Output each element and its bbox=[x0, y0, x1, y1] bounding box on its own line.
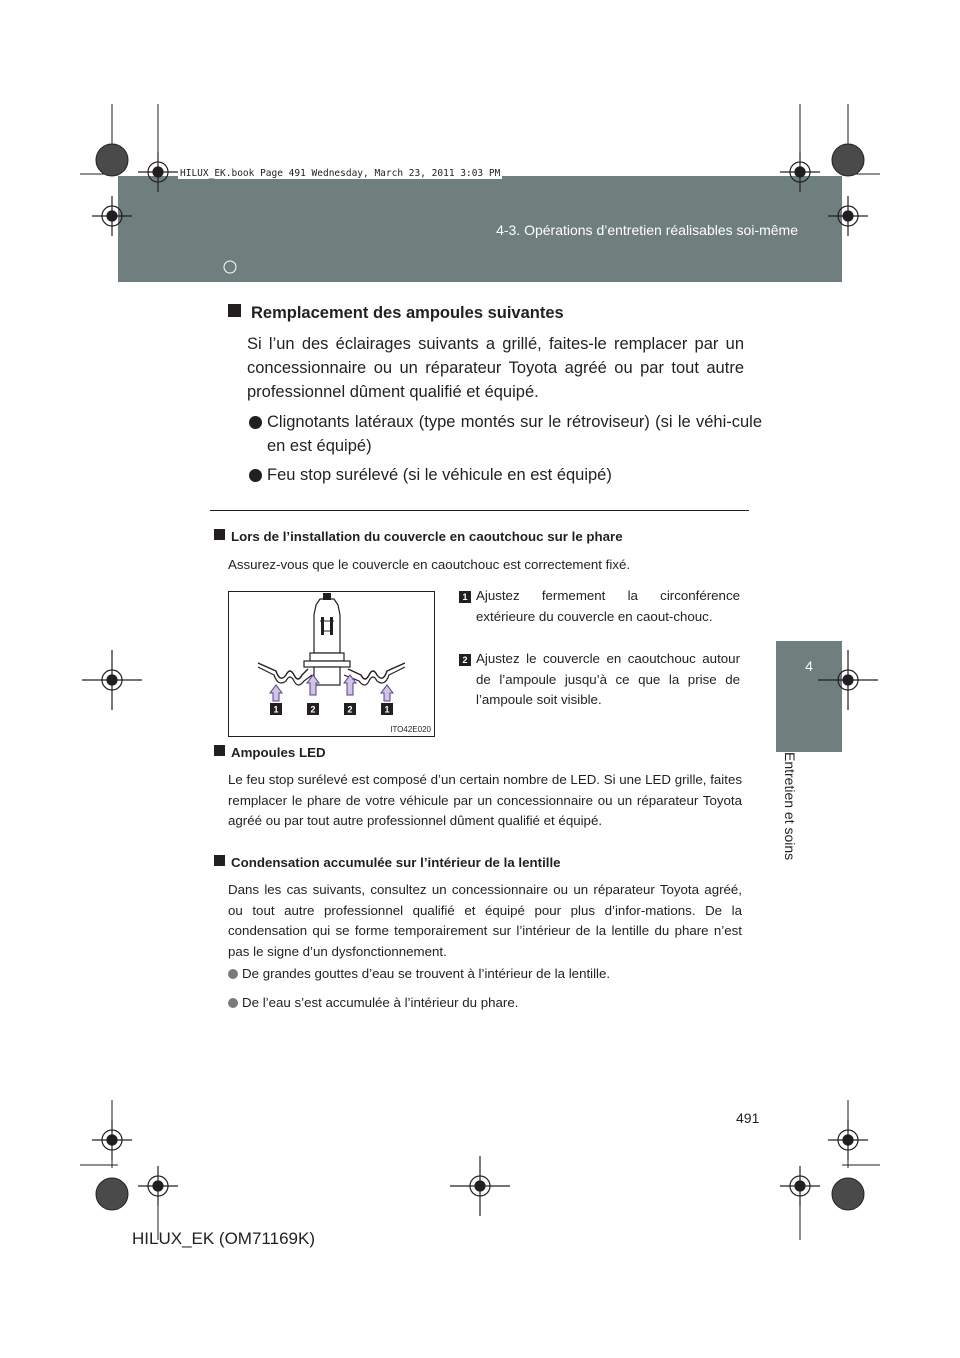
figure-label: 2 bbox=[347, 704, 353, 715]
note-heading-text: Lors de l’installation du couvercle en caoutchouc sur le phare bbox=[231, 529, 623, 544]
figure-label: 2 bbox=[310, 704, 316, 715]
footer-model-code: HILUX_EK (OM71169K) bbox=[132, 1229, 315, 1248]
step-number-badge: 2 bbox=[459, 654, 471, 666]
step-text: Ajustez le couvercle en caoutchouc autour de l’ampoule jusqu’à ce que la prise de l’ampoule soit visible. bbox=[476, 651, 740, 707]
note-bullet-text: De grandes gouttes d’eau se trouvent à l’intérieur de la lentille. bbox=[242, 966, 611, 981]
note-body: Le feu stop surélevé est composé d’un certain nombre de LED. Si une LED grille, faites remplacer le phare de votre véhicule par un concessionnaire ou un réparateur Toyota agréé ou par tout autre professionnel dûment qualifié et équipé. bbox=[228, 772, 742, 828]
step-text: Ajustez fermement la circonférence extérieure du couvercle en caout-chouc. bbox=[476, 588, 740, 624]
page-number: 491 bbox=[736, 1110, 760, 1126]
chapter-label: Entretien et soins bbox=[782, 752, 798, 861]
note-heading-text: Ampoules LED bbox=[231, 745, 326, 760]
header-section-title: 4-3. Opérations d’entretien réalisables soi-même bbox=[496, 222, 798, 238]
section-bullet-text: Clignotants latéraux (type montés sur le rétroviseur) (si le véhi-cule en est équipé) bbox=[267, 413, 762, 455]
step-number-badge: 1 bbox=[459, 591, 471, 603]
starburst-registration-icons bbox=[96, 144, 864, 1210]
section-bullet-text: Feu stop surélevé (si le véhicule en est équipé) bbox=[267, 466, 612, 484]
section-heading-text: Remplacement des ampoules suivantes bbox=[251, 304, 564, 322]
note-body: Assurez-vous que le couvercle en caoutchouc est correctement fixé. bbox=[228, 557, 631, 572]
figure-code: ITO42E020 bbox=[390, 725, 431, 734]
note-bullet-text: De l’eau s’est accumulée à l’intérieur du phare. bbox=[242, 995, 519, 1010]
note-heading-text: Condensation accumulée sur l’intérieur de la lentille bbox=[231, 855, 561, 870]
figure-label: 1 bbox=[273, 704, 279, 715]
print-stamp: HILUX_EK.book Page 491 Wednesday, March 23, 2011 3:03 PM bbox=[180, 168, 501, 179]
figure-label: 1 bbox=[384, 704, 390, 715]
section-body: Si l’un des éclairages suivants a grillé, faites-le remplacer par un concessionnaire ou un réparateur Toyota agréé ou par tout autre professionnel dûment qualifié et équipé. bbox=[247, 335, 744, 401]
registration-target-icons bbox=[82, 152, 878, 1216]
chapter-number: 4 bbox=[805, 658, 813, 674]
note-body: Dans les cas suivants, consultez un concessionnaire ou un réparateur Toyota agréé, ou tout autre professionnel qualifié et équipé pour plus d’infor-mations. De la condensation qui se forme temporairement sur l’intérieur de la lentille du phare n’est pas le signe d’un dysfonctionnement. bbox=[228, 882, 742, 959]
